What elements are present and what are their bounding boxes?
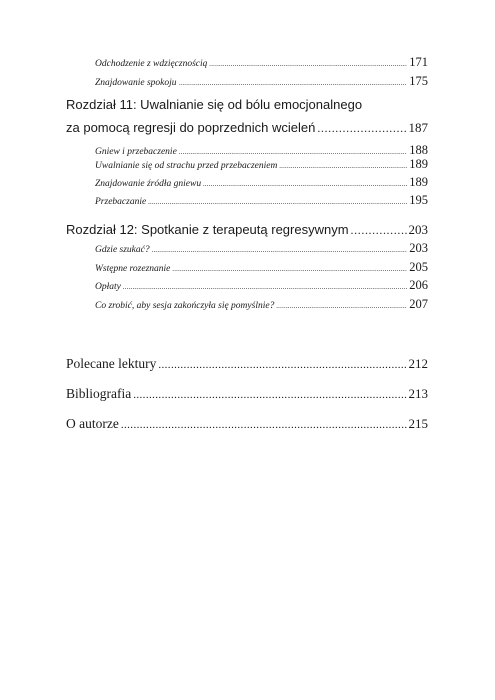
toc-back-entry (66, 386, 428, 402)
toc-entry-page: 171 (409, 55, 428, 69)
toc-entry (95, 193, 428, 208)
toc-entry-page: 205 (409, 260, 428, 274)
toc-entry-title: Odchodzenie z wdzięcznością (95, 59, 208, 69)
toc-entry (95, 260, 428, 275)
toc-entry-page: 206 (409, 278, 428, 292)
toc-entry (95, 74, 428, 89)
dot-leader (179, 148, 407, 156)
chapter-11-title-line2: za pomocą regresji do poprzednich wcieleń (66, 120, 316, 135)
toc-entry-title: Opłaty (95, 282, 121, 292)
toc-entry-title: Znajdowanie spokoju (95, 78, 177, 88)
toc-entry-page: 175 (409, 74, 428, 88)
toc-entry-page: 195 (409, 193, 428, 207)
toc-back-title: Bibliografia (66, 386, 132, 401)
toc-entry-page: 188 (409, 143, 428, 157)
toc-entry-title: Gniew i przebaczenie (95, 147, 177, 157)
toc-entry-title: Gdzie szukać? (95, 245, 150, 255)
toc-back-page: 212 (408, 356, 428, 371)
toc-back-title: O autorze (66, 416, 119, 431)
toc-entry-title: Przebaczanie (95, 197, 147, 207)
dot-leader (133, 389, 406, 401)
toc-entry (95, 297, 428, 312)
toc-entry (95, 157, 428, 172)
chapter-11-heading (66, 120, 428, 136)
toc-back-page: 213 (408, 386, 428, 401)
dot-leader (148, 198, 407, 206)
chapter-12-title: Rozdział 12: Spotkanie z terapeutą regresywnym (66, 222, 349, 237)
toc-entry (95, 241, 428, 256)
toc-entry-title: Wstępne rozeznanie (95, 264, 171, 274)
toc-back-page: 215 (408, 416, 428, 431)
dot-leader (279, 162, 407, 170)
chapter-12-page: 203 (408, 222, 428, 237)
toc-entry-page: 189 (409, 157, 428, 171)
toc-entry-title: Uwalnianie się od strachu przed przebaczeniem (95, 161, 278, 171)
toc-entry-title: Co zrobić, aby sesja zakończyła się pomyślnie? (95, 301, 275, 311)
dot-leader (123, 283, 407, 291)
chapter-11-page: 187 (408, 120, 428, 135)
toc-back-entry (66, 356, 428, 372)
dot-leader (121, 419, 407, 431)
chapter-11-title-line1: Rozdział 11: Uwalnianie się od bólu emocjonalnego (66, 97, 363, 112)
toc-entry (95, 175, 428, 190)
toc-entry (95, 143, 428, 158)
dot-leader (276, 302, 407, 310)
toc-entry (95, 278, 428, 293)
dot-leader (203, 180, 407, 188)
dot-leader (209, 60, 407, 68)
toc-entry-title: Znajdowanie źródła gniewu (95, 179, 202, 189)
chapter-12-heading (66, 222, 428, 238)
toc-back-entry (66, 416, 428, 432)
dot-leader (152, 246, 408, 254)
toc-entry-page: 207 (409, 297, 428, 311)
dot-leader (172, 265, 407, 273)
toc-entry (95, 55, 428, 70)
toc-back-title: Polecane lektury (66, 356, 157, 371)
dot-leader (351, 223, 407, 238)
dot-leader (179, 79, 408, 87)
dot-leader (158, 359, 406, 371)
toc-entry-page: 189 (409, 175, 428, 189)
dot-leader (317, 121, 406, 136)
toc-entry-page: 203 (409, 241, 428, 255)
